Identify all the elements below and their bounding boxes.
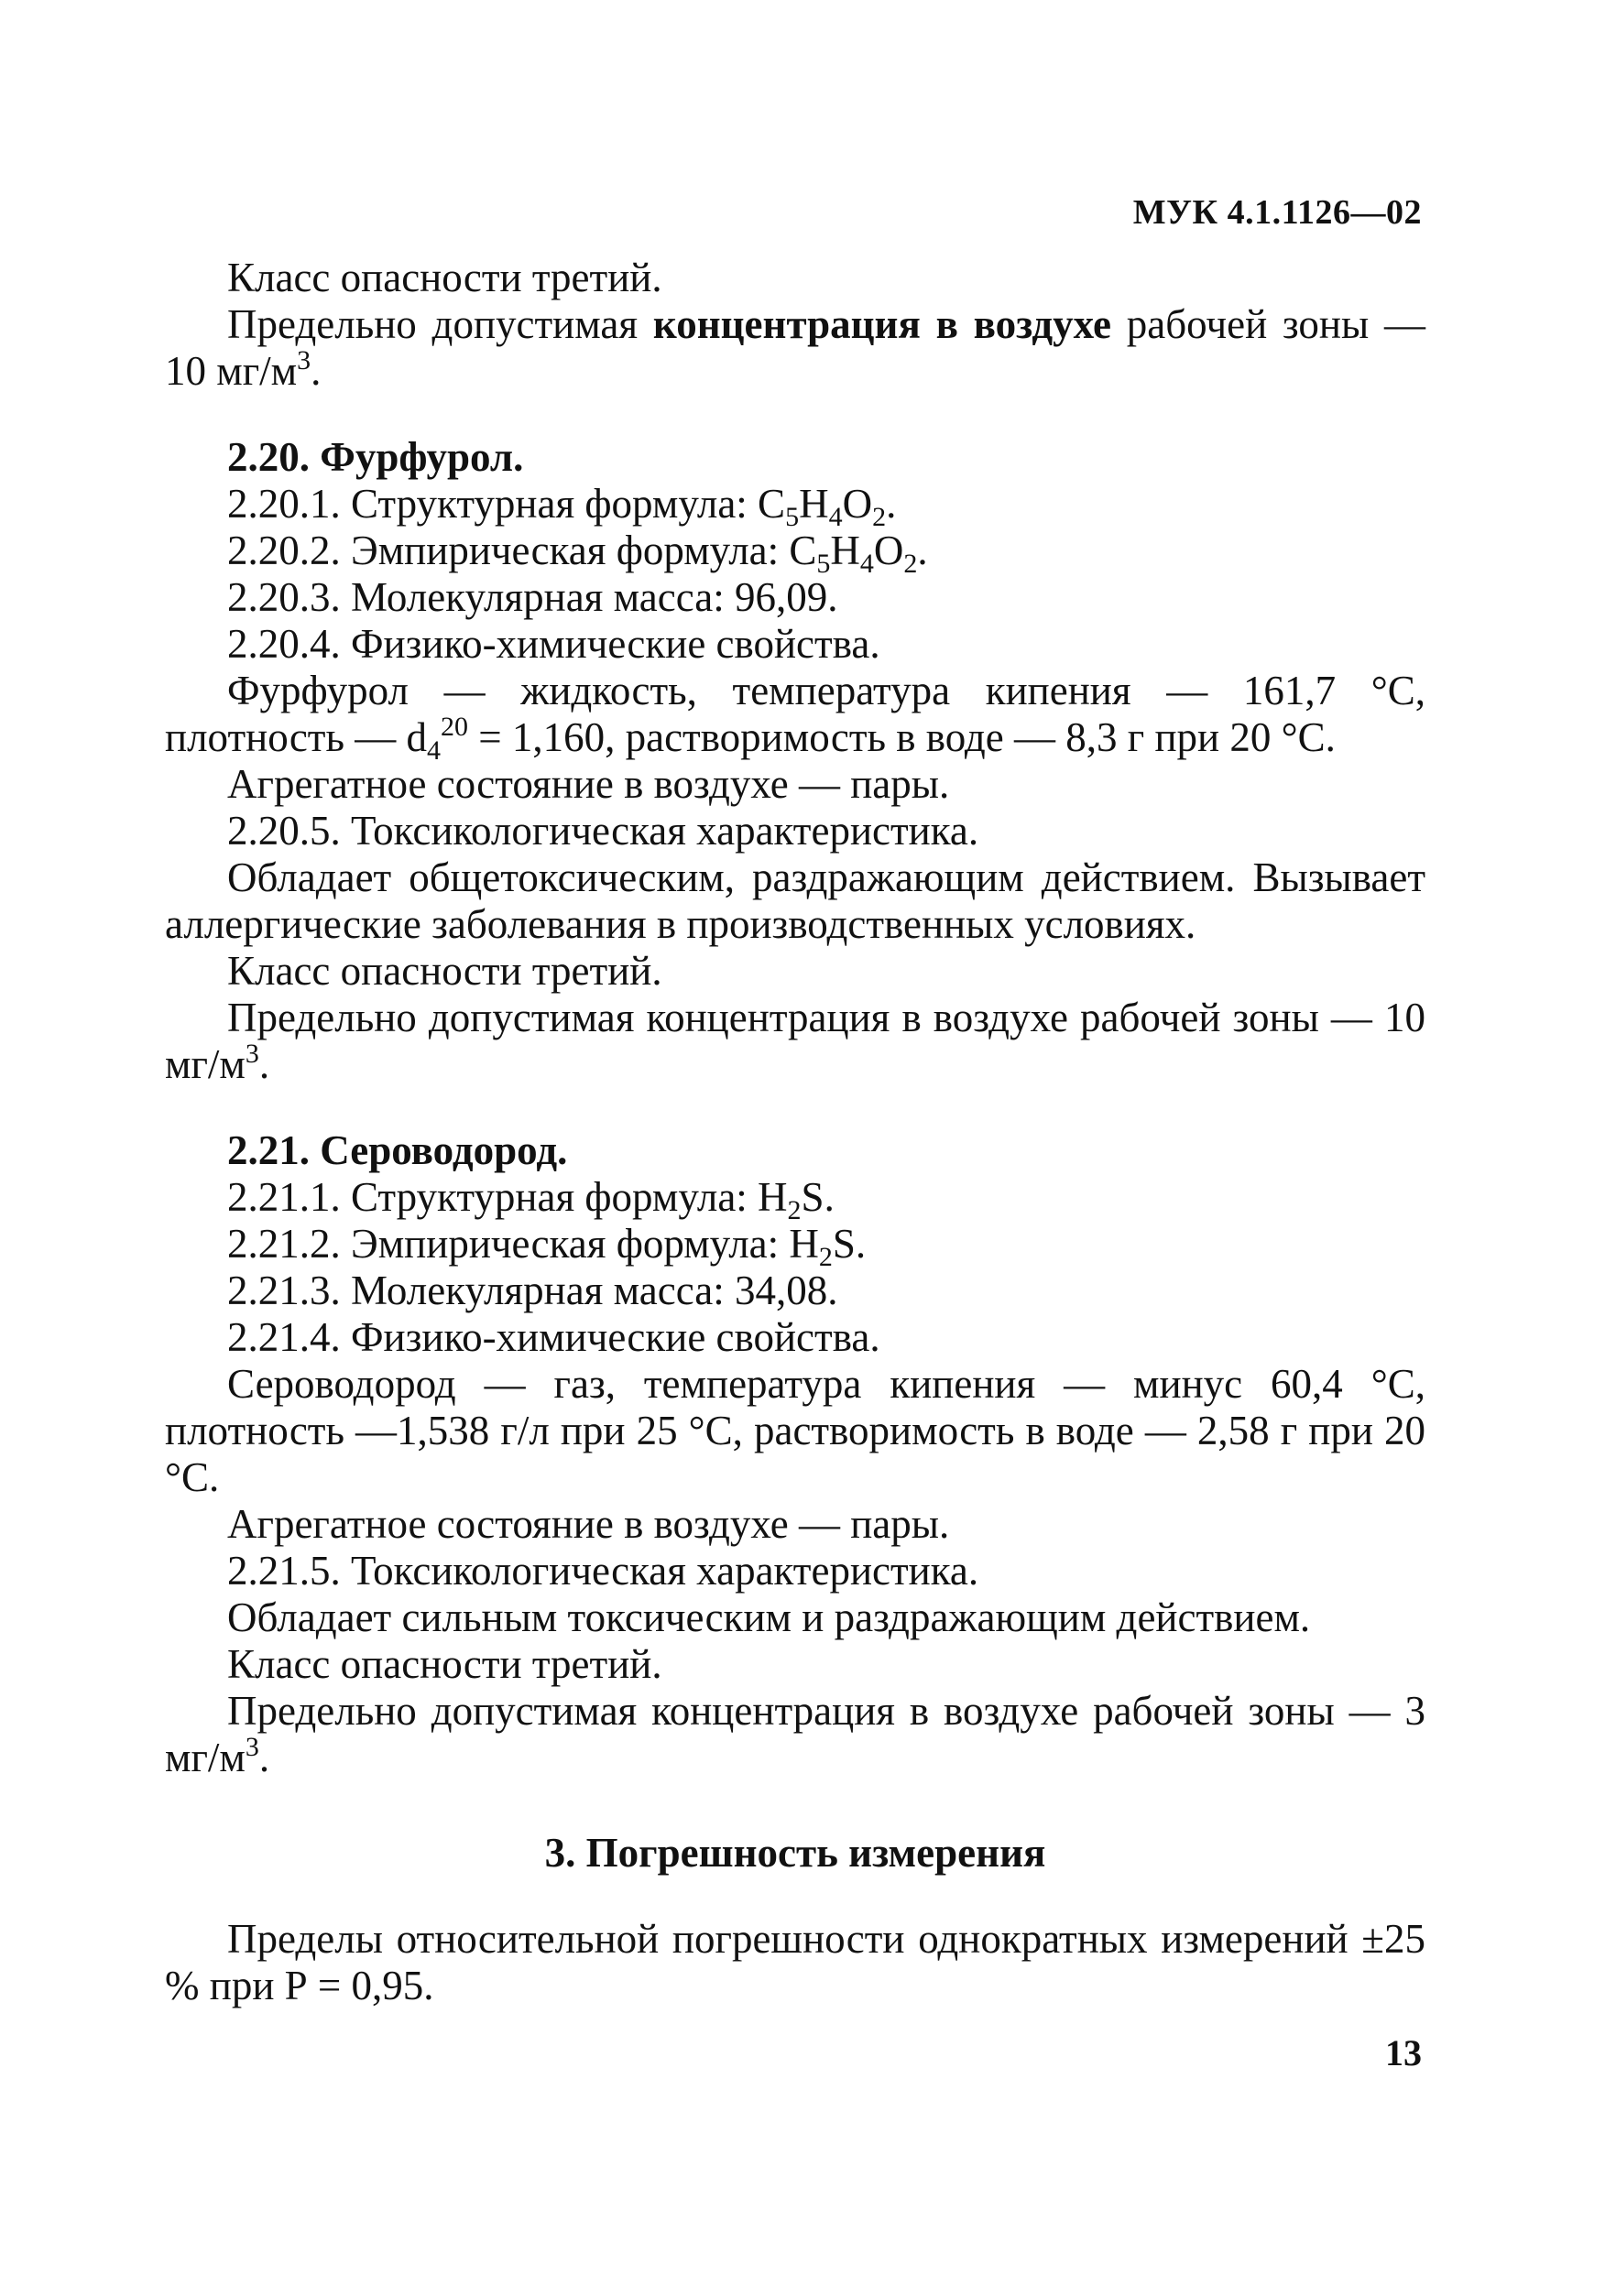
section-heading-h2s: 2.21. Сероводород. <box>227 1127 568 1173</box>
page-number: 13 <box>1385 2032 1422 2073</box>
spacer <box>165 395 1425 434</box>
structural-formula-line: 2.20.1. Структурная формула: $C_5H_4O_2$. <box>227 481 897 532</box>
physical-description-paragraph: Сероводород — газ, температура кипения — минус 60,4 °С, плотность —1,538 г/л при 25 °С, растворимость в воде — 2,58 г при 20 °С. <box>165 1361 1425 1500</box>
effect-paragraph: Обладает общетоксическим, раздражающим действием. Вызывает аллергические заболевания в производственных условиях. <box>165 854 1425 947</box>
empirical-formula-line: 2.20.2. Эмпирическая формула: $C_5H_4O_2$. <box>227 528 928 579</box>
error-paragraph: Пределы относительной погрешности однократных измерений ±25 % при Р = 0,95. <box>165 1916 1425 2008</box>
mac-paragraph: Предельно допустимая концентрация в воздухе рабочей зоны — 10 $мг/м^3$. <box>165 301 1425 394</box>
physical-description-paragraph: Фурфурол — жидкость, температура кипения — 161,7 °С, плотность — $d_4^{20} = 1,160$, растворимость в воде — 8,3 г при 20 °С. <box>165 668 1425 766</box>
toxicology-line: 2.20.5. Токсикологическая характеристика. <box>227 808 979 854</box>
mac-paragraph: Предельно допустимая концентрация в воздухе рабочей зоны — 3 $мг/м^3$. <box>165 1688 1425 1780</box>
effect-line: Обладает сильным токсическим и раздражающим действием. <box>227 1594 1311 1640</box>
aggregate-state-line: Агрегатное состояние в воздухе — пары. <box>227 761 950 807</box>
properties-line: 2.21.4. Физико-химические свойства. <box>227 1314 880 1360</box>
section-heading-furfurol: 2.20. Фурфурол. <box>227 434 524 480</box>
properties-line: 2.20.4. Физико-химические свойства. <box>227 621 880 667</box>
hazard-class-line: Класс опасности третий. <box>227 948 662 994</box>
toxicology-line: 2.21.5. Токсикологическая характеристика. <box>227 1548 979 1594</box>
document-code-header: МУК 4.1.1126—02 <box>1132 193 1422 232</box>
section-heading-error: 3. Погрешность измерения <box>544 1830 1046 1876</box>
empirical-formula-line: 2.21.2. Эмпирическая формула: $H_2S$. <box>227 1221 867 1272</box>
hazard-class-line: Класс опасности третий. <box>227 255 662 300</box>
structural-formula-line: 2.21.1. Структурная формула: $H_2S$. <box>227 1174 835 1225</box>
aggregate-state-line: Агрегатное состояние в воздухе — пары. <box>227 1501 950 1547</box>
spacer <box>165 1088 1425 1127</box>
mac-paragraph: Предельно допустимая концентрация в воздухе рабочей зоны — 10 $мг/м^3$. <box>165 995 1425 1087</box>
hazard-class-line: Класс опасности третий. <box>227 1641 662 1687</box>
molecular-mass-line: 2.21.3. Молекулярная масса: 34,08. <box>227 1268 838 1313</box>
molecular-mass-line: 2.20.3. Молекулярная масса: 96,09. <box>227 574 838 620</box>
page-content <box>165 255 1425 2009</box>
spacer <box>165 1781 1425 1830</box>
spacer <box>165 1877 1425 1916</box>
